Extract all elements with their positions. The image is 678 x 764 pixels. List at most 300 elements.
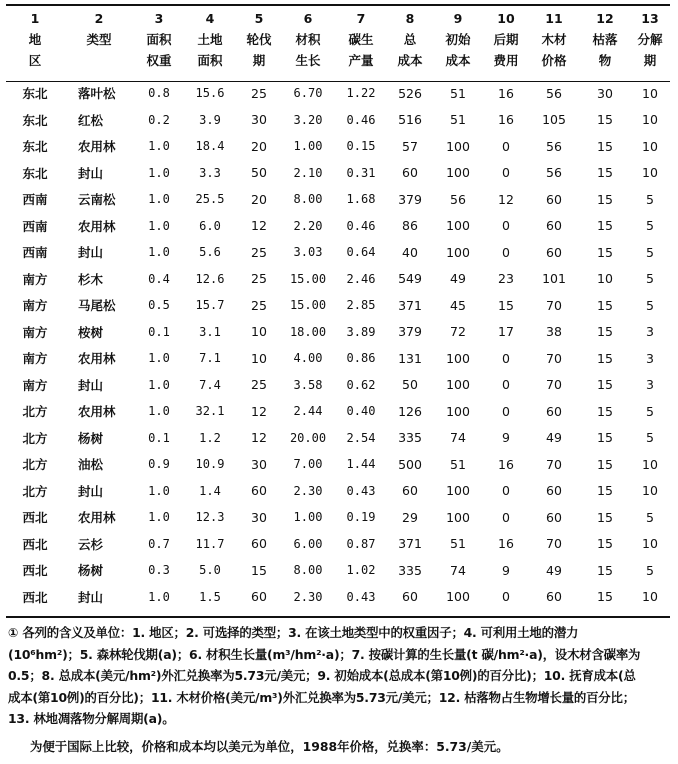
table-cell: 60 (546, 244, 562, 260)
table-cell: 1.0 (148, 483, 170, 498)
table-cell: 50 (402, 377, 418, 393)
table-cell: 100 (446, 350, 470, 366)
column-header-9 (432, 8, 484, 80)
table-cell: 23 (498, 271, 514, 287)
table-cell: 封山 (78, 165, 104, 181)
table-cell: 10 (642, 456, 658, 472)
table-cell: 农用林 (78, 510, 116, 526)
table-cell: 15 (597, 191, 613, 207)
table-cell: 7.00 (293, 457, 323, 472)
table-cell: 5 (646, 191, 654, 207)
table-row (6, 266, 670, 293)
table-cell: 2.54 (346, 430, 376, 445)
table-cell: 15 (597, 244, 613, 260)
table-row (6, 133, 670, 160)
table-cell: 南方 (22, 377, 48, 393)
table-cell: 封山 (78, 377, 104, 393)
column-header-2 (64, 8, 134, 80)
table-cell: 60 (402, 589, 418, 605)
table-cell: 0.2 (148, 112, 170, 127)
table-header-row (6, 8, 670, 80)
table-cell: 45 (450, 297, 466, 313)
table-cell: 8.00 (293, 563, 323, 578)
table-row (6, 478, 670, 505)
table-cell: 15 (597, 403, 613, 419)
table-row (6, 239, 670, 266)
table-row (6, 186, 670, 213)
column-label-line: 碳生 (348, 32, 374, 47)
table-body (6, 80, 670, 610)
table-cell: 60 (546, 191, 562, 207)
table-cell: 封山 (78, 245, 104, 261)
table-cell: 30 (597, 85, 613, 101)
column-header-1 (6, 8, 64, 80)
column-header-11 (528, 8, 580, 80)
table-cell: 100 (446, 403, 470, 419)
table-cell: 15.6 (195, 86, 225, 101)
table-cell: 3.20 (293, 112, 323, 127)
table-cell: 1.5 (199, 589, 221, 604)
table-cell: 0 (502, 165, 510, 181)
table-cell: 杨树 (78, 430, 104, 446)
note-line: ① 各列的含义及单位：1. 地区；2. 可选择的类型；3. 在该土地类型中的权重因子；4. 可利用土地的潜力 (8, 625, 579, 640)
table-cell: 25 (251, 297, 267, 313)
table-cell: 0.1 (148, 430, 170, 445)
table-cell: 1.00 (293, 510, 323, 525)
table-cell: 25 (251, 85, 267, 101)
table-cell: 5 (646, 297, 654, 313)
table-cell: 15 (597, 165, 613, 181)
table-cell: 100 (446, 377, 470, 393)
table-cell: 10 (642, 483, 658, 499)
table-cell: 东北 (22, 112, 48, 128)
table-cell: 101 (542, 271, 566, 287)
table-cell: 0.86 (346, 351, 376, 366)
table-cell: 20 (251, 138, 267, 154)
table-cell: 70 (546, 377, 562, 393)
table-row (6, 160, 670, 187)
column-number: 1 (30, 11, 40, 26)
table-cell: 5 (646, 244, 654, 260)
column-label-line: 材积 (295, 32, 321, 47)
table-cell: 15.00 (289, 298, 327, 313)
forestry-data-table (6, 8, 670, 610)
table-cell: 3.58 (293, 377, 323, 392)
column-header-12 (580, 8, 630, 80)
table-cell: 25 (251, 271, 267, 287)
column-number: 11 (545, 11, 563, 26)
table-cell: 131 (398, 350, 422, 366)
table-cell: 西北 (22, 510, 48, 526)
table-cell: 0.43 (346, 483, 376, 498)
column-number: 4 (205, 11, 215, 26)
column-label-line: 面积 (197, 53, 223, 68)
column-label-line: 期 (252, 53, 266, 68)
column-header-5 (236, 8, 282, 80)
column-header-10 (484, 8, 528, 80)
table-cell: 100 (446, 509, 470, 525)
table-cell: 5 (646, 562, 654, 578)
table-cell: 25.5 (195, 192, 225, 207)
table-cell: 86 (402, 218, 418, 234)
table-cell: 2.44 (293, 404, 323, 419)
table-cell: 60 (402, 165, 418, 181)
table-cell: 0 (502, 244, 510, 260)
table-cell: 74 (450, 430, 466, 446)
table-cell: 农用林 (78, 218, 116, 234)
table-cell: 0.7 (148, 536, 170, 551)
column-label-line: 权重 (146, 53, 172, 68)
table-cell: 农用林 (78, 139, 116, 155)
table-cell: 1.0 (148, 139, 170, 154)
table-cell: 红松 (78, 112, 104, 128)
table-cell: 北方 (22, 457, 48, 473)
table-cell: 16 (498, 85, 514, 101)
column-number: 2 (94, 11, 104, 26)
column-label-line: 轮伐 (246, 32, 272, 47)
table-row (6, 213, 670, 240)
column-number: 12 (596, 11, 614, 26)
table-cell: 北方 (22, 404, 48, 420)
table-cell: 0.64 (346, 245, 376, 260)
table-cell: 18.00 (289, 324, 327, 339)
column-label-line: 成本 (445, 53, 471, 68)
table-cell: 15 (498, 297, 514, 313)
table-cell: 3 (646, 377, 654, 393)
table-cell: 2.20 (293, 218, 323, 233)
table-cell: 60 (546, 403, 562, 419)
table-cell: 南方 (22, 324, 48, 340)
table-cell: 1.68 (346, 192, 376, 207)
table-cell: 70 (546, 297, 562, 313)
table-cell: 0.40 (346, 404, 376, 419)
table-cell: 3 (646, 324, 654, 340)
column-label-line: 木材 (541, 32, 567, 47)
table-cell: 38 (546, 324, 562, 340)
column-label-line: 初始 (445, 32, 471, 47)
column-header-6 (282, 8, 334, 80)
table-cell: 29 (402, 509, 418, 525)
column-number: 9 (453, 11, 463, 26)
table-cell: 0 (502, 509, 510, 525)
table-cell: 49 (450, 271, 466, 287)
table-cell: 10 (251, 324, 267, 340)
table-cell: 1.0 (148, 404, 170, 419)
table-cell: 落叶松 (78, 86, 116, 102)
table-cell: 51 (450, 85, 466, 101)
table-cell: 农用林 (78, 351, 116, 367)
table-cell: 15 (597, 138, 613, 154)
column-label-line: 类型 (86, 32, 112, 47)
table-cell: 105 (542, 112, 566, 128)
column-header-7 (334, 8, 388, 80)
table-cell: 15 (597, 536, 613, 552)
table-cell: 0.15 (346, 139, 376, 154)
table-cell: 32.1 (195, 404, 225, 419)
table-row (6, 80, 670, 107)
table-cell: 8.00 (293, 192, 323, 207)
table-cell: 51 (450, 536, 466, 552)
column-label-line: 土地 (197, 32, 223, 47)
table-cell: 526 (398, 85, 422, 101)
table-cell: 5 (646, 271, 654, 287)
table-cell: 371 (398, 536, 422, 552)
table-cell: 49 (546, 562, 562, 578)
table-row (6, 451, 670, 478)
table-cell: 3.3 (199, 165, 221, 180)
table-cell: 2.30 (293, 589, 323, 604)
table-cell: 1.0 (148, 377, 170, 392)
table-cell: 100 (446, 218, 470, 234)
note-line: 成本(第10例)的百分比)；11. 木材价格(美元/m³)外汇兑换率为5.73元/美元；12. 枯落物占生物增长量的百分比； (8, 689, 635, 705)
table-cell: 北方 (22, 483, 48, 499)
table-cell: 3.03 (293, 245, 323, 260)
table-cell: 1.22 (346, 86, 376, 101)
table-cell: 南方 (22, 351, 48, 367)
table-cell: 100 (446, 165, 470, 181)
table-cell: 西南 (22, 245, 48, 261)
table-cell: 0.9 (148, 457, 170, 472)
table-cell: 1.2 (199, 430, 221, 445)
table-cell: 57 (402, 138, 418, 154)
column-label-line: 面积 (146, 32, 172, 47)
table-cell: 25 (251, 377, 267, 393)
table-cell: 6.00 (293, 536, 323, 551)
note-line: 0.5；8. 总成本(美元/hm²)外汇兑换率为5.73元/美元；9. 初始成本(总成本(第10例)的百分比)；10. 抚育成本(总 (8, 668, 636, 683)
table-cell: 云杉 (78, 536, 104, 552)
table-cell: 15 (597, 562, 613, 578)
table-cell: 15 (597, 483, 613, 499)
table-cell: 371 (398, 297, 422, 313)
table-cell: 100 (446, 483, 470, 499)
table-cell: 杉木 (78, 271, 104, 287)
table-row (6, 531, 670, 558)
table-cell: 东北 (22, 139, 48, 155)
table-cell: 100 (446, 244, 470, 260)
table-cell: 1.0 (148, 192, 170, 207)
column-label-line: 地 (28, 32, 42, 47)
table-cell: 20 (251, 191, 267, 207)
table-cell: 1.0 (148, 245, 170, 260)
table-cell: 51 (450, 456, 466, 472)
table-cell: 10 (642, 536, 658, 552)
column-label-line: 后期 (493, 32, 519, 47)
table-cell: 5 (646, 430, 654, 446)
table-cell: 70 (546, 456, 562, 472)
table-cell: 516 (398, 112, 422, 128)
table-row (6, 425, 670, 452)
table-row (6, 372, 670, 399)
table-cell: 16 (498, 112, 514, 128)
column-label-line: 产量 (348, 53, 374, 68)
column-label-line: 物 (598, 53, 612, 68)
column-label-line: 成本 (397, 53, 423, 68)
table-cell: 15 (597, 297, 613, 313)
table-cell: 0.4 (148, 271, 170, 286)
table-cell: 335 (398, 562, 422, 578)
table-cell: 500 (398, 456, 422, 472)
table-cell: 封山 (78, 589, 104, 605)
table-cell: 0.5 (148, 298, 170, 313)
table-cell: 17 (498, 324, 514, 340)
table-cell: 北方 (22, 430, 48, 446)
table-cell: 0.8 (148, 86, 170, 101)
table-cell: 10 (642, 85, 658, 101)
table-cell: 0.1 (148, 324, 170, 339)
table-cell: 40 (402, 244, 418, 260)
table-cell: 15.00 (289, 271, 327, 286)
table-cell: 西南 (22, 218, 48, 234)
table-cell: 云南松 (78, 192, 116, 208)
table-cell: 5 (646, 403, 654, 419)
table-cell: 0 (502, 483, 510, 499)
note-line: (10⁶hm²)；5. 森林轮伐期(a)；6. 材积生长量(m³/hm²·a)；7. 按碳计算的生长量(t 碳/hm²·a)，设木材含碳率为 (8, 646, 641, 662)
table-cell: 10 (642, 138, 658, 154)
table-cell: 6.70 (293, 86, 323, 101)
table-cell: 56 (546, 85, 562, 101)
table-cell: 西北 (22, 563, 48, 579)
column-label-line: 枯落 (592, 32, 618, 47)
table-cell: 60 (546, 218, 562, 234)
table-cell: 15 (597, 112, 613, 128)
table-cell: 0.31 (346, 165, 376, 180)
column-number: 6 (303, 11, 313, 26)
table-cell: 0.87 (346, 536, 376, 551)
table-cell: 335 (398, 430, 422, 446)
column-number: 7 (356, 11, 366, 26)
table-row (6, 398, 670, 425)
table-cell: 100 (446, 138, 470, 154)
column-label-line: 费用 (493, 53, 519, 68)
table-cell: 10.9 (195, 457, 225, 472)
column-label-line: 期 (643, 53, 657, 68)
table-cell: 379 (398, 191, 422, 207)
table-cell: 0.19 (346, 510, 376, 525)
table-cell: 0 (502, 350, 510, 366)
table-cell: 1.4 (199, 483, 221, 498)
table-cell: 1.02 (346, 563, 376, 578)
table-cell: 2.85 (346, 298, 376, 313)
table-cell: 南方 (22, 298, 48, 314)
table-cell: 10 (642, 589, 658, 605)
table-cell: 桉树 (78, 324, 104, 340)
table-cell: 农用林 (78, 404, 116, 420)
table-cell: 10 (597, 271, 613, 287)
table-cell: 30 (251, 509, 267, 525)
table-cell: 9 (502, 430, 510, 446)
table-cell: 15 (597, 430, 613, 446)
table-cell: 51 (450, 112, 466, 128)
column-number: 5 (254, 11, 264, 26)
table-cell: 0.46 (346, 112, 376, 127)
note-line: 13. 林地凋落物分解周期(a)。 (8, 711, 175, 726)
table-cell: 12 (498, 191, 514, 207)
table-row (6, 504, 670, 531)
table-cell: 126 (398, 403, 422, 419)
column-header-4 (184, 8, 236, 80)
table-cell: 49 (546, 430, 562, 446)
table-cell: 0 (502, 218, 510, 234)
table-cell: 100 (446, 589, 470, 605)
table-cell: 549 (398, 271, 422, 287)
table-cell: 3.1 (199, 324, 221, 339)
table-cell: 封山 (78, 483, 104, 499)
table-cell: 12 (251, 403, 267, 419)
table-cell: 50 (251, 165, 267, 181)
table-footer-note: 为便于国际上比较，价格和成本均以美元为单位，1988年价格，兑换率：5.73/美元。 (30, 739, 509, 754)
table-cell: 56 (546, 138, 562, 154)
table-cell: 20.00 (289, 430, 327, 445)
table-row (6, 557, 670, 584)
table-row (6, 292, 670, 319)
table-cell: 74 (450, 562, 466, 578)
table-cell: 15 (597, 218, 613, 234)
table-cell: 0.3 (148, 563, 170, 578)
table-cell: 0 (502, 403, 510, 419)
column-number: 13 (641, 11, 659, 26)
table-cell: 5.6 (199, 245, 221, 260)
table-cell: 9 (502, 562, 510, 578)
table-cell: 1.44 (346, 457, 376, 472)
table-cell: 60 (546, 509, 562, 525)
table-cell: 2.46 (346, 271, 376, 286)
table-cell: 10 (642, 112, 658, 128)
table-cell: 0 (502, 377, 510, 393)
table-cell: 16 (498, 456, 514, 472)
table-cell: 0.43 (346, 589, 376, 604)
table-cell: 60 (251, 589, 267, 605)
table-cell: 15 (597, 350, 613, 366)
table-cell: 2.10 (293, 165, 323, 180)
table-cell: 5 (646, 509, 654, 525)
table-cell: 15 (597, 377, 613, 393)
table-cell: 60 (546, 589, 562, 605)
table-cell: 70 (546, 536, 562, 552)
column-header-13 (630, 8, 670, 80)
table-cell: 12 (251, 218, 267, 234)
table-cell: 56 (546, 165, 562, 181)
column-header-3 (134, 8, 184, 80)
table-cell: 5 (646, 218, 654, 234)
table-cell: 11.7 (195, 536, 225, 551)
table-cell: 马尾松 (78, 298, 116, 314)
table-cell: 1.0 (148, 218, 170, 233)
table-cell: 15 (597, 589, 613, 605)
table-cell: 3 (646, 350, 654, 366)
table-cell: 东北 (22, 86, 48, 102)
table-cell: 60 (251, 536, 267, 552)
table-cell: 0.62 (346, 377, 376, 392)
table-cell: 15 (597, 509, 613, 525)
column-label-line: 区 (28, 53, 42, 68)
table-cell: 油松 (78, 457, 104, 473)
table-cell: 12 (251, 430, 267, 446)
table-cell: 南方 (22, 271, 48, 287)
table-cell: 72 (450, 324, 466, 340)
table-cell: 56 (450, 191, 466, 207)
table-cell: 30 (251, 456, 267, 472)
table-cell: 12.6 (195, 271, 225, 286)
table-cell: 1.0 (148, 589, 170, 604)
table-cell: 7.1 (199, 351, 221, 366)
column-label-line: 价格 (541, 53, 567, 68)
table-cell: 西北 (22, 589, 48, 605)
table-cell: 15 (597, 456, 613, 472)
table-cell: 15 (251, 562, 267, 578)
table-cell: 2.30 (293, 483, 323, 498)
table-top-rule (6, 4, 670, 6)
table-cell: 1.0 (148, 351, 170, 366)
